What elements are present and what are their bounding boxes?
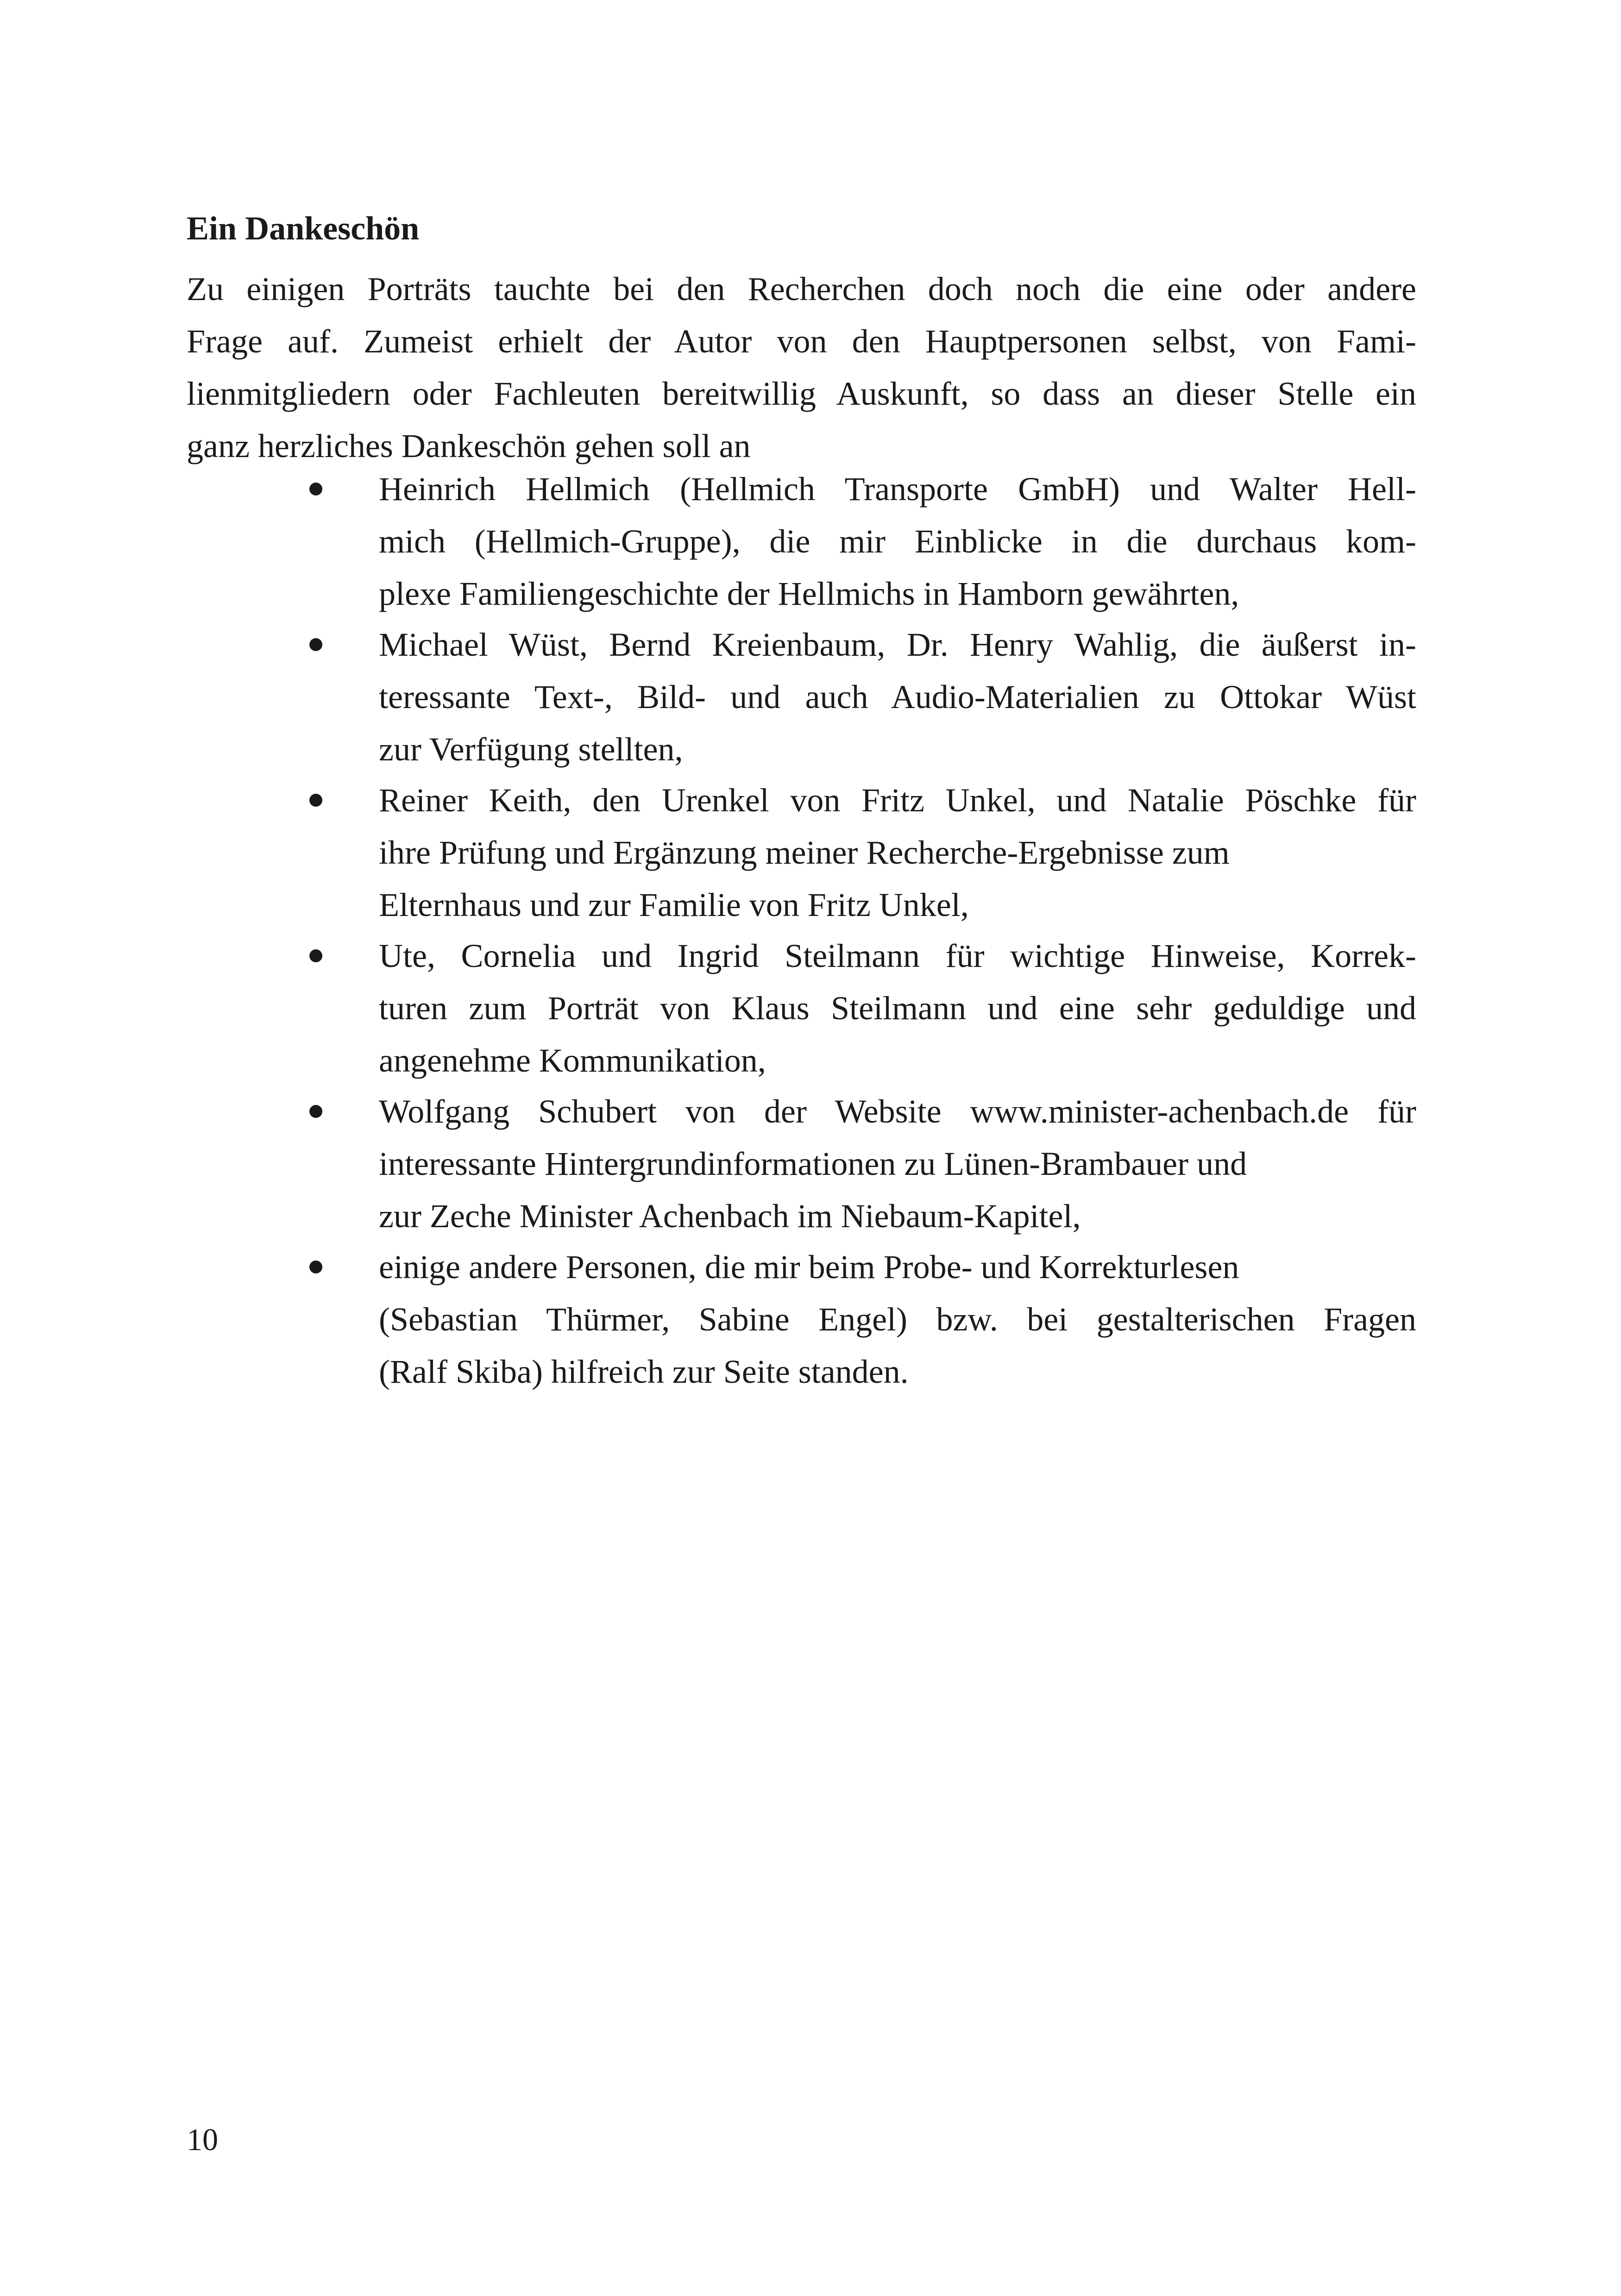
bullet-icon [309,638,322,651]
list-item-text [379,774,1416,931]
list-item-line: mich (Hellmich-Gruppe), die mir Einblicke in die durchaus kom- [379,523,1416,560]
page-number: 10 [187,2122,218,2157]
list-item-line: Michael Wüst, Bernd Kreienbaum, Dr. Henry Wahlig, die äußerst in- [379,626,1416,663]
list-item-line: plexe Familiengeschichte der Hellmichs in Hamborn gewährten, [379,575,1239,612]
list-item-line: interessante Hintergrundinformationen zu Lünen-Brambauer und [379,1145,1247,1182]
bullet-icon [309,794,322,807]
list-item-line: einige andere Personen, die mir beim Probe- und Korrekturlesen [379,1248,1239,1286]
list-item-text [379,1241,1416,1398]
list-item-text [379,619,1416,776]
list-item-line: Heinrich Hellmich (Hellmich Transporte GmbH) und Walter Hell- [379,470,1416,508]
list-item-line: Reiner Keith, den Urenkel von Fritz Unkel, und Natalie Pöschke für [379,782,1416,819]
list-item-line: Ute, Cornelia und Ingrid Steilmann für wichtige Hinweise, Korrek- [379,937,1416,974]
list-item-line: angenehme Kommunikation, [379,1042,766,1079]
intro-line: lienmitgliedern oder Fachleuten bereitwillig Auskunft, so dass an dieser Stelle ein [187,375,1416,412]
list-item-line: (Ralf Skiba) hilfreich zur Seite standen. [379,1353,909,1390]
list-item-line: (Sebastian Thürmer, Sabine Engel) bzw. bei gestalterischen Fragen [379,1301,1416,1338]
list-item-line: Elternhaus und zur Familie von Fritz Unkel, [379,886,969,923]
intro-paragraph [187,263,1416,472]
section-heading: Ein Dankeschön [187,210,420,247]
list-item-line: zur Zeche Minister Achenbach im Niebaum-Kapitel, [379,1198,1081,1235]
intro-line: ganz herzliches Dankeschön gehen soll an [187,427,751,464]
bullet-icon [309,949,322,962]
intro-line: Zu einigen Porträts tauchte bei den Recherchen doch noch die eine oder andere [187,270,1416,307]
bullet-icon [309,483,322,496]
bullet-icon [309,1261,322,1273]
list-item-line: Wolfgang Schubert von der Website www.minister-achenbach.de für [379,1093,1416,1130]
list-item-line: turen zum Porträt von Klaus Steilmann und eine sehr geduldige und [379,990,1416,1027]
intro-line: Frage auf. Zumeist erhielt der Autor von den Hauptpersonen selbst, von Fami- [187,323,1416,360]
list-item-text [379,1085,1416,1242]
list-item-text [379,463,1416,620]
bullet-icon [309,1105,322,1118]
list-item-line: teressante Text-, Bild- und auch Audio-Materialien zu Ottokar Wüst [379,678,1416,715]
list-item-line: ihre Prüfung und Ergänzung meiner Recherche-Ergebnisse zum [379,834,1230,871]
list-item-text [379,930,1416,1087]
list-item-line: zur Verfügung stellten, [379,731,683,768]
